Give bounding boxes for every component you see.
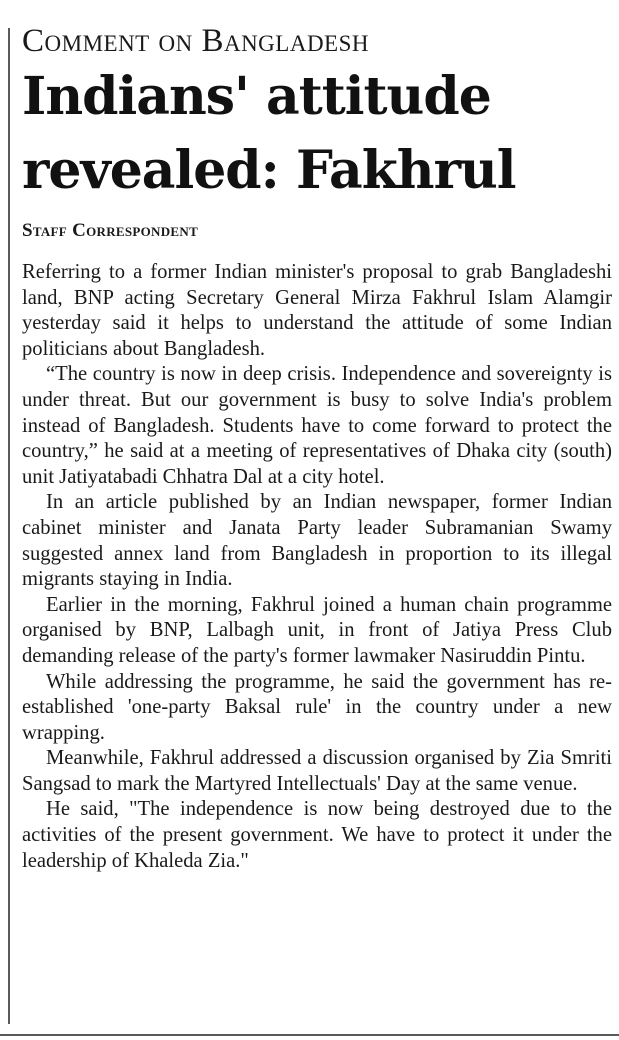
paragraph-1: Referring to a former Indian minister's proposal to grab Bangladeshi land, BNP acting Secretary General Mirza Fakhrul Islam Alamgir yesterday said it helps to understand the attitude of some Indian politicians about Bangladesh. — [22, 261, 612, 360]
paragraph-7: He said, "The independence is now being destroyed due to the activities of the present government. We have to protect it under the leadership of Khaleda Zia." — [22, 798, 612, 872]
article-headline — [22, 60, 612, 208]
column-rule-bottom — [0, 1034, 619, 1036]
paragraph-4: Earlier in the morning, Fakhrul joined a human chain programme organised by BNP, Lalbagh unit, in front of Jatiya Press Club demanding release of the party's former lawmaker Nasiruddin Pintu. — [22, 593, 612, 667]
headline-line-2: revealed: Fakhrul — [22, 140, 516, 201]
headline-line-1: Indians' attitude — [22, 66, 491, 127]
paragraph-3: In an article published by an Indian newspaper, former Indian cabinet minister and Janata Party leader Subramanian Swamy suggested annex land from Bangladesh in proportion to its illegal migrants staying in India. — [22, 491, 612, 591]
paragraph-6: Meanwhile, Fakhrul addressed a discussion organised by Zia Smriti Sangsad to mark the Martyred Intellectuals' Day at the same venue. — [22, 747, 612, 795]
article-kicker: Comment on Bangladesh — [22, 23, 370, 59]
news-article — [22, 22, 612, 874]
article-byline: Staff Correspondent — [22, 220, 199, 241]
article-body — [22, 260, 612, 874]
paragraph-5: While addressing the programme, he said the government has re-established 'one-party Baksal rule' in the country under a new wrapping. — [22, 670, 612, 744]
paragraph-2: “The country is now in deep crisis. Independence and sovereignty is under threat. But our government is busy to solve India's problem instead of Bangladesh. Students have to come forward to protect the country,” he said at a meeting of representatives of Dhaka city (south) unit Jatiyatabadi Chhatra Dal at a city hotel. — [22, 363, 612, 488]
column-rule-left — [8, 28, 10, 1024]
